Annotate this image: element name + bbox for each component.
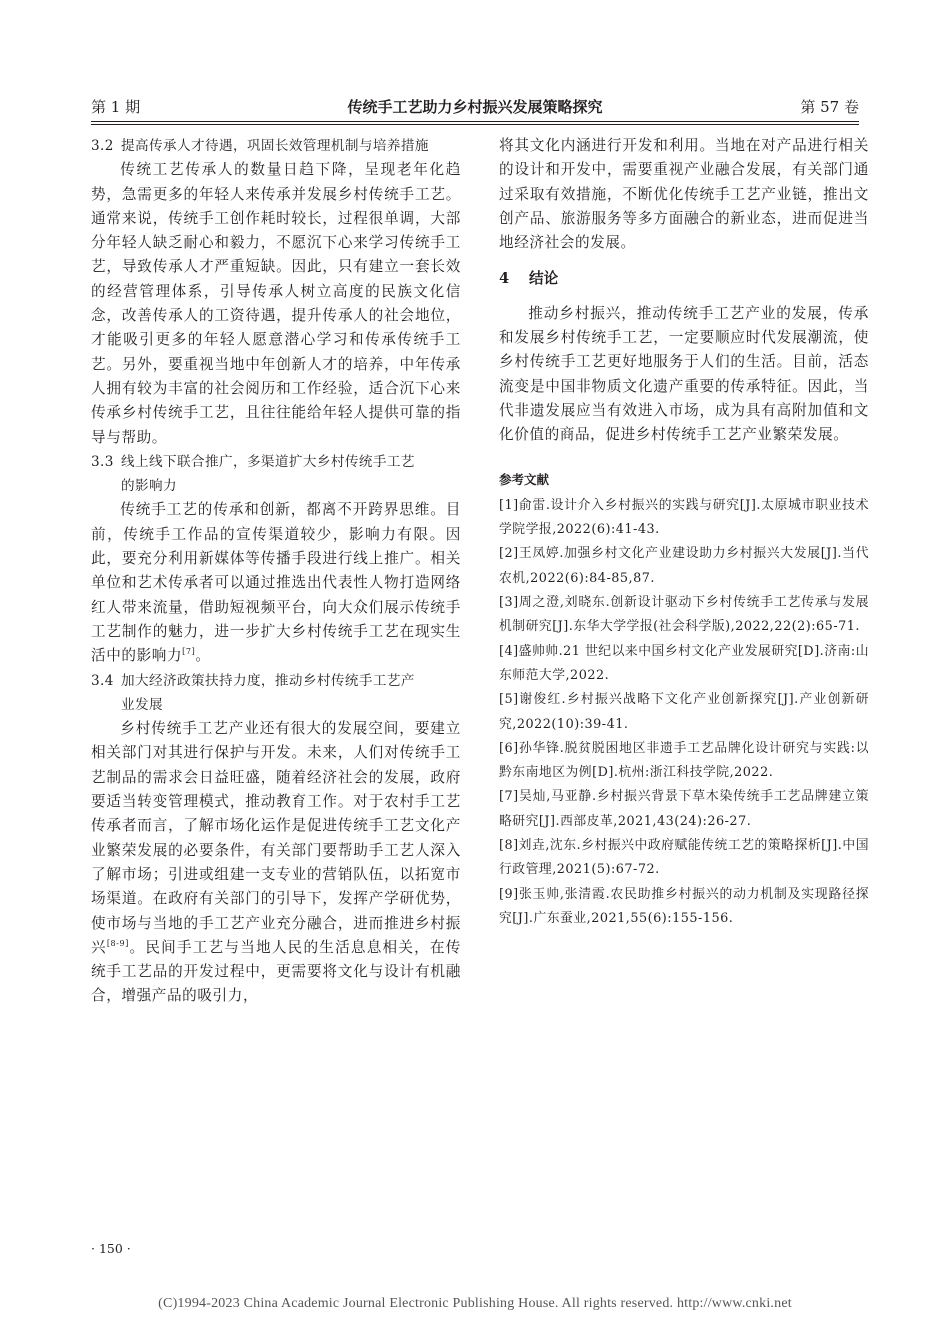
paragraph-3-4: 乡村传统手工艺产业还有很大的发展空间，要建立相关部门对其进行保护与开发。未来，人们对传统手工艺制品的需求会日益旺盛，随着经济社会的发展，政府要适当转变管理模式，推动教育工作。对于农村手工艺传承者而言，了解市场化运作是促进传统手工艺文化产业繁荣发展的必要条件，有关部门要帮助手工艺人深入了解市场；引进或组建一支专业的营销队伍，以拓宽市场渠道。在政府有关部门的引导下，发挥产学研优势，使市场与当地的手工艺产业充分融合，进而推进乡村振兴[8-9]。民间手工艺与当地人民的生活息息相关，在传统手工艺品的开发过程中，更需要将文化与设计有机融合，增强产品的吸引力， [91, 720, 461, 1005]
section-heading-3-3: 3.3 线上线下联合推广，多渠道扩大乡村传统手工艺 的影响力 [91, 453, 415, 495]
article-title: 传统手工艺助力乡村振兴发展策略探究 [347, 98, 603, 116]
reference-item: [8]刘垚,沈东.乡村振兴中政府赋能传统工艺的策略探析[J].中国行政管理,2021(5):67-72. [499, 838, 869, 878]
reference-item: [3]周之澄,刘晓东.创新设计驱动下乡村传统手工艺传承与发展机制研究[J].东华大学学报(社会科学版),2022,22(2):65-71. [499, 595, 869, 635]
left-column [91, 134, 461, 1009]
right-column [499, 134, 869, 931]
running-header [91, 96, 859, 122]
page-number: · 150 · [91, 1241, 131, 1256]
paragraph-conclusion: 推动乡村振兴，推动传统手工艺产业的发展，传承和发展乡村传统手工艺，一定要顺应时代发展潮流，使乡村传统手工艺更好地服务于人们的生活。目前，活态流变是中国非物质文化遗产重要的传承特征。因此，当代非遗发展应当有效进入市场，成为具有高附加值和文化价值的商品，促进乡村传统手工艺产业繁荣发展。 [499, 304, 869, 444]
paragraph-3-2: 传统工艺传承人的数量日趋下降，呈现老年化趋势，急需更多的年轻人来传承并发展乡村传统手工艺。通常来说，传统手工创作耗时较长，过程很单调，大部分年轻人缺乏耐心和毅力，不愿沉下心来学习传统手工艺，导致传承人才严重短缺。因此，只有建立一套长效的经营管理体系，引导传承人树立高度的民族文化信念，改善传承人的工资待遇，提升传承人的社会地位，才能吸引更多的年轻人愿意潜心学习和传承传统手工艺。另外，要重视当地中年创新人才的培养，中年传承人拥有较为丰富的社会阅历和工作经验，适合沉下心来传承乡村传统手工艺，且往往能给年轻人提供可靠的指导与帮助。 [91, 161, 461, 446]
section-heading-4: 4 结论 [499, 270, 559, 288]
copyright-footer: (C)1994-2023 China Academic Journal Electronic Publishing House. All rights reserved. http://www.cnki.net [158, 1296, 792, 1311]
reference-list [499, 494, 869, 931]
citation-7[interactable]: [7] [182, 647, 196, 657]
reference-item: [5]谢俊红.乡村振兴战略下文化产业创新探究[J].产业创新研究,2022(10):39-41. [499, 692, 869, 732]
volume-label: 第 57 卷 [800, 98, 859, 116]
section-heading-3-2: 3.2 提高传承人才待遇，巩固长效管理机制与培养措施 [91, 138, 429, 154]
section-heading-3-4: 3.4 加大经济政策扶持力度，推动乡村传统手工艺产 业发展 [91, 672, 415, 713]
reference-item: [1]俞雷.设计介入乡村振兴的实践与研究[J].太原城市职业技术学院学报,2022(6):41-43. [499, 497, 869, 538]
reference-item: [9]张玉帅,张清霞.农民助推乡村振兴的动力机制及实现路径探究[J].广东蚕业,2021,55(6):155-156. [499, 886, 869, 926]
paragraph-3-3: 传统手工艺的传承和创新，都离不开跨界思维。目前，传统手工作品的宣传渠道较少，影响力有限。因此，要充分利用新媒体等传播手段进行线上推广。相关单位和艺术传承者可以通过推选出代表性人物打造网络红人带来流量，借助短视频平台，向大众们展示传统手工艺制作的魅力，进一步扩大乡村传统手工艺在现实生活中的影响力[7]。 [91, 501, 461, 665]
citation-8-9[interactable]: [8-9] [106, 938, 129, 948]
references-heading: 参考文献 [499, 471, 550, 487]
reference-item: [6]孙华锋.脱贫脱困地区非遗手工艺品牌化设计研究与实践:以黔东南地区为例[D].杭州:浙江科技学院,2022. [499, 740, 869, 781]
reference-item: [4]盛帅帅.21 世纪以来中国乡村文化产业发展研究[D].济南:山东师范大学,2022. [499, 643, 869, 683]
issue-label: 第 1 期 [91, 98, 141, 116]
reference-item: [2]王凤婷.加强乡村文化产业建设助力乡村振兴大发展[J].当代农机,2022(6):84-85,87. [499, 546, 869, 586]
paragraph-continued: 将其文化内涵进行开发和利用。当地在对产品进行相关的设计和开发中，需要重视产业融合发展，有关部门通过采取有效措施，不断优化传统手工艺产业链，推出文创产品、旅游服务等多方面融合的新业态，进而促进当地经济社会的发展。 [499, 137, 869, 252]
header-rule [91, 121, 859, 122]
reference-item: [7]吴灿,马亚静.乡村振兴背景下草木染传统手工艺品牌建立策略研究[J].西部皮革,2021,43(24):26-27. [499, 789, 869, 829]
header-rule-thin [91, 124, 859, 125]
